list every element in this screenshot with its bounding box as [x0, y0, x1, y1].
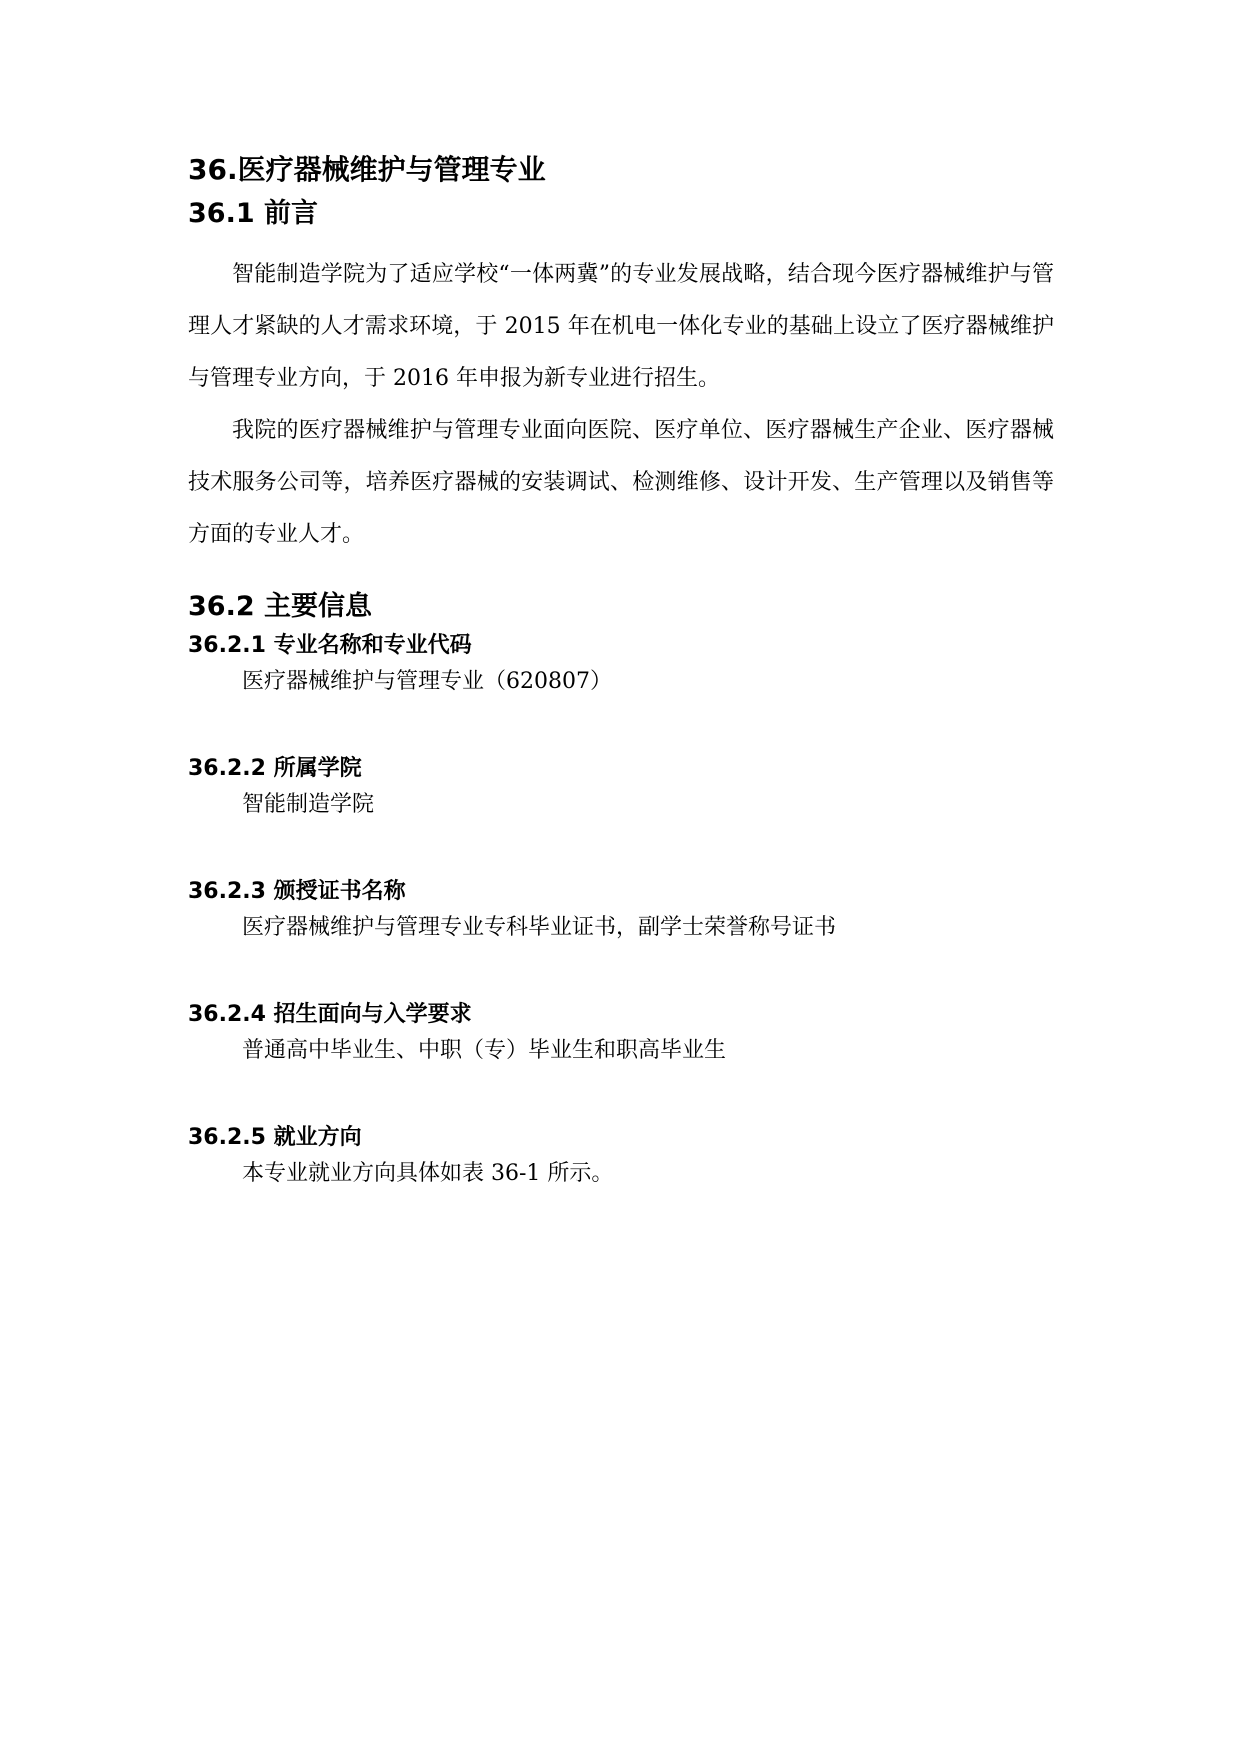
info-item-employment	[188, 1121, 1054, 1193]
main-info-heading: 36.2 主要信息	[188, 591, 373, 622]
info-item-admission	[188, 998, 1054, 1070]
info-item-value: 普通高中毕业生、中职（专）毕业生和职高毕业生	[242, 1038, 727, 1063]
info-item-value: 智能制造学院	[242, 792, 375, 817]
document-content	[188, 148, 1054, 1244]
info-item-heading: 36.2.5 就业方向	[188, 1125, 362, 1150]
info-item-major-name-code	[188, 629, 1054, 701]
info-item-value: 本专业就业方向具体如表 36-1 所示。	[242, 1161, 614, 1186]
preface-paragraph: 我院的医疗器械维护与管理专业面向医院、医疗单位、医疗器械生产企业、医疗器械技术服务公司等，培养医疗器械的安装调试、检测维修、设计开发、生产管理以及销售等方面的专业人才。	[188, 418, 1054, 547]
info-item-college	[188, 752, 1054, 824]
document-title: 36.医疗器械维护与管理专业	[188, 153, 546, 186]
info-item-heading: 36.2.3 颁授证书名称	[188, 879, 406, 904]
info-item-heading: 36.2.1 专业名称和专业代码	[188, 633, 472, 658]
info-item-heading: 36.2.4 招生面向与入学要求	[188, 1002, 472, 1027]
preface-paragraph: 智能制造学院为了适应学校“一体两冀”的专业发展战略，结合现今医疗器械维护与管理人才紧缺的人才需求环境，于 2015 年在机电一体化专业的基础上设立了医疗器械维护与管理专业方向，于 2016 年申报为新专业进行招生。	[188, 262, 1054, 391]
info-item-certificate	[188, 875, 1054, 947]
info-item-value: 医疗器械维护与管理专业（620807）	[242, 669, 612, 694]
preface-heading: 36.1 前言	[188, 198, 319, 229]
main-info-sections	[188, 629, 1054, 1193]
info-item-value: 医疗器械维护与管理专业专科毕业证书，副学士荣誉称号证书	[242, 915, 837, 940]
info-item-heading: 36.2.2 所属学院	[188, 756, 362, 781]
